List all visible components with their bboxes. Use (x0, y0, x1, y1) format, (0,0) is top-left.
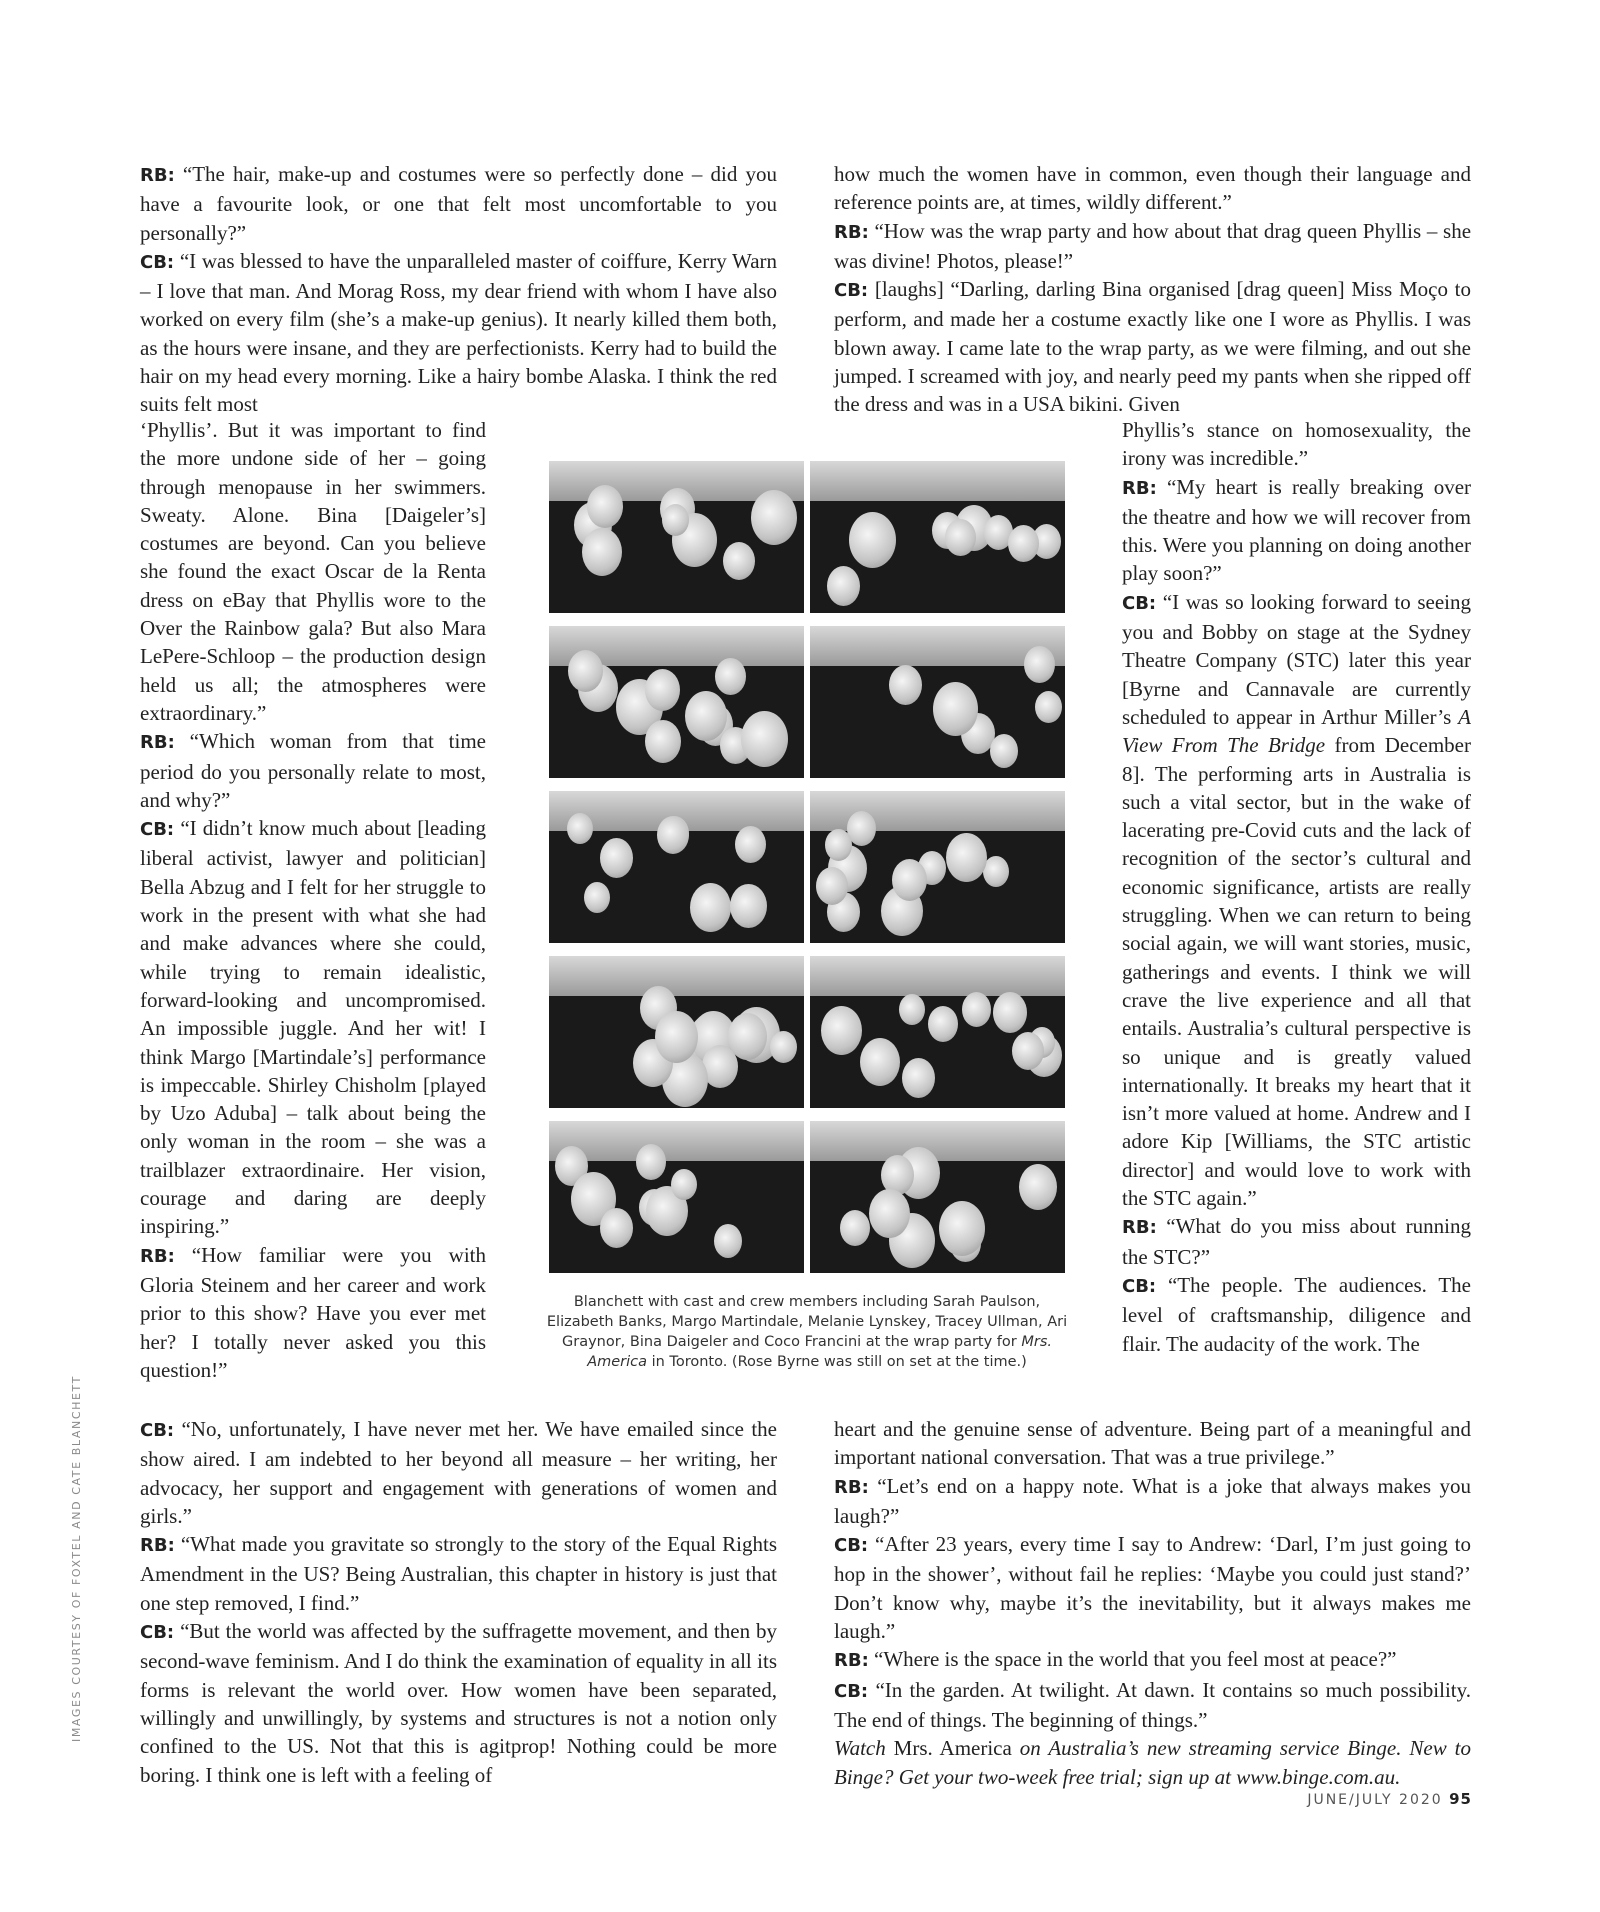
face-shape (840, 1210, 870, 1246)
answer-peace: CB: “In the garden. At twilight. At dawn. It contains so much possibility. The end of things. The beginning of things.” (834, 1677, 1472, 1732)
speaker-cb: CB: (834, 280, 869, 302)
face-shape (945, 519, 976, 556)
play-title: A View From The Bridge (1122, 704, 1471, 758)
answer-joke: CB: “After 23 years, every time I say to Andrew: ‘Darl, I’m just going to hop in the shower’, without fail he replies: ‘Maybe you could just stand?’ Don’t know why, maybe it’s the inevitability, but it always makes me laugh.” (834, 1532, 1471, 1644)
booth-photo (549, 791, 804, 943)
face-shape (825, 829, 852, 861)
face-shape (714, 1224, 742, 1258)
booth-photo (549, 461, 804, 613)
face-shape (827, 566, 860, 606)
face-shape (587, 485, 623, 528)
speaker-cb: CB: (1122, 592, 1157, 614)
speaker-rb: RB: (140, 732, 175, 754)
face-shape (902, 1058, 935, 1098)
article-column-bottom-right (834, 1415, 1471, 1791)
face-shape (671, 1169, 697, 1200)
face-shape (983, 856, 1009, 887)
answer-hair-makeup: CB: “I was blessed to have the unparalleled master of coiffure, Kerry Warn – I love that man. And Morag Ross, my dear friend with whom I have also worked on every film (she’s a make-up genius). It nearly killed them both, as the hours were insane, and they are perfectionists. Kerry had to build the hair on my head every morning. Like a hairy bombe Alaska. I think the red suits felt most (140, 248, 778, 417)
answer-gloria-steinem: CB: “No, unfortunately, I have never met her. We have emailed since the show aired. I am indebted to her beyond all measure – her writing, her advocacy, her support and engagement with generations of women and girls.” (140, 1417, 777, 1528)
face-shape (728, 1013, 767, 1060)
face-shape (1035, 691, 1062, 723)
face-shape (1024, 646, 1055, 683)
face-shape (899, 994, 925, 1025)
page-number: 95 (1449, 1790, 1472, 1808)
face-shape (816, 867, 848, 905)
face-shape (1012, 1032, 1044, 1070)
face-shape (849, 512, 896, 568)
face-shape (645, 720, 681, 763)
face-shape (568, 650, 603, 692)
article-column-right-top (834, 160, 1471, 419)
speaker-rb: RB: (140, 1535, 175, 1557)
face-shape (869, 1189, 910, 1238)
article-column-bottom-left (140, 1415, 777, 1789)
question-peace: RB: “Where is the space in the world that you feel most at peace?” (834, 1647, 1397, 1672)
face-shape (600, 1208, 633, 1248)
face-shape (933, 682, 978, 736)
speaker-cb: CB: (140, 1622, 175, 1644)
face-shape (636, 1144, 666, 1180)
face-shape (1008, 525, 1039, 562)
speaker-rb: RB: (834, 221, 869, 243)
show-title: Mrs. America (893, 1736, 1012, 1761)
face-shape (584, 882, 610, 913)
face-shape (821, 1006, 862, 1055)
question-miss-stc: RB: “What do you miss about running the STC?” (1122, 1214, 1471, 1269)
answer-wrap-party: CB: [laughs] “Darling, darling Bina organised [drag queen] Miss Moço to perform, and made her a costume exactly like one I wore as Phyllis. I was blown away. I came late to the wrap party, as we were filming, and out she jumped. I screamed with joy, and nearly peed my pants when she ripped off the dress and was in a USA bikini. Given (834, 277, 1472, 417)
speaker-rb: RB: (1122, 1217, 1157, 1239)
answer-wrap-party-cont: Phyllis’s stance on homosexuality, the irony was incredible.” (1122, 418, 1471, 471)
question-theatre: RB: “My heart is really breaking over the theatre and how we will recover from this. Were you planning on doing another play soon?” (1122, 474, 1472, 586)
face-shape (730, 884, 767, 928)
page-folio (1307, 1790, 1472, 1808)
face-shape (889, 665, 922, 705)
answer-hair-makeup-cont: ‘Phyllis’. But it was important to find the more undone side of her – going through menopause in her swimmers. Sweaty. Alone. Bina [Daigeler’s] costumes are beyond. Can you believe she found the exact Oscar de la Renta dress on eBay that Phyllis wore to the Over the Rainbow gala? But also Mara LePere-Schloop – the production design held us all; the atmospheres were extraordinary.” (140, 418, 486, 725)
speaker-rb: RB: (1122, 477, 1157, 499)
face-shape (990, 734, 1018, 768)
face-shape (860, 1038, 900, 1086)
face-shape (770, 1031, 797, 1063)
face-shape (993, 992, 1027, 1033)
face-shape (567, 813, 593, 844)
speaker-cb: CB: (140, 251, 175, 273)
booth-photo (810, 461, 1065, 613)
face-shape (892, 859, 927, 901)
answer-theatre: CB: “I was so looking forward to seeing you and Bobby on stage at the Sydney Theatre Company (STC) later this year [Byrne and Cannavale are currently scheduled to appear in Arthur Miller’s A View From The Bridge from December 8]. The performing arts in Australia is such a vital sector, but in the wake of lacerating pre-Covid cuts and the lack of recognition of the sector’s cultural and economic significance, artists are really struggling. When we can return to being social again, we will want stories, music, gatherings and events. I think we will crave the live experience and all that entails. Australia’s cultural perspective is so unique and is greatly valued internationally. It breaks my heart that it isn’t more valued at home. Andrew and I adore Kip [Williams, the STC artistic director] and would love to work with the STC again.” (1122, 589, 1471, 1211)
face-shape (751, 490, 797, 545)
face-shape (962, 992, 991, 1027)
speaker-rb: RB: (140, 1245, 175, 1267)
face-shape (690, 883, 731, 932)
answer-miss-stc-cont: heart and the genuine sense of adventure. Being part of a meaningful and important national conversation. That was a true privilege.” (834, 1417, 1471, 1470)
answer-miss-stc: CB: “The people. The audiences. The level of craftsmanship, diligence and flair. The audacity of the work. The (1122, 1272, 1472, 1356)
photo-caption: Blanchett with cast and crew members including Sarah Paulson, Elizabeth Banks, Margo Martindale, Melanie Lynskey, Tracey Ullman, Ari Graynor, Bina Daigeler and Coco Francini at the wrap party for Mrs. America in Toronto. (Rose Byrne was still on set at the time.) (546, 1294, 1068, 1370)
speaker-cb: CB: (140, 1420, 175, 1441)
speaker-cb: CB: (834, 1680, 869, 1702)
speaker-rb: RB: (834, 1650, 869, 1672)
answer-era-cont: how much the women have in common, even though their language and reference points are, at times, wildly different.” (834, 162, 1471, 215)
photo-booth-strips (549, 461, 1065, 1273)
face-shape (939, 1201, 985, 1256)
face-shape (723, 542, 755, 580)
face-shape (685, 691, 727, 741)
face-shape (1019, 1164, 1057, 1210)
booth-photo (810, 791, 1065, 943)
answer-relate-woman: CB: “I didn’t know much about [leading liberal activist, lawyer and politician] Bella Abzug and I felt for her struggle to work in the present with what she had and make advances where she could, while trying to remain idealistic, forward-looking and uncompromised. An impossible juggle. And her wit! I think Margo [Martindale’s] performance is impeccable. Shirley Chisholm [played by Uzo Aduba] – talk about being the only woman in the room – she was a trailblazer extraordinaire. Her vision, courage and daring are deeply inspiring.” (140, 816, 486, 1239)
question-gloria-steinem: RB: “How familiar were you with Gloria Steinem and her career and work prior to this show? Have you ever met her? I totally never asked you this question!” (140, 1242, 486, 1382)
speaker-cb: CB: (1122, 1275, 1157, 1297)
question-era: RB: “What made you gravitate so strongly to the story of the Equal Rights Amendment in the US? Being Australian, this chapter in history is just that one step removed, I find.” (140, 1532, 777, 1615)
booth-photo (549, 1121, 804, 1273)
face-shape (600, 838, 633, 878)
face-shape (735, 826, 766, 863)
question-wrap-party: RB: “How was the wrap party and how about that drag queen Phyllis – she was divine! Photos, please!” (834, 218, 1472, 273)
article-column-right (1122, 416, 1471, 1358)
booth-photo (549, 626, 804, 778)
face-shape (657, 816, 689, 854)
question-joke: RB: “Let’s end on a happy note. What is a joke that always makes you laugh?” (834, 1473, 1472, 1528)
face-shape (946, 833, 987, 882)
speaker-cb: CB: (834, 1535, 869, 1557)
face-shape (662, 504, 689, 536)
answer-era: CB: “But the world was affected by the suffragette movement, and then by second-wave feminism. And I do think the examination of equality in all its forms is relevant the world over. How women have been separated, willingly and unwillingly, by systems and structures is not a notion only confined to the US. Not that this is agitprop! Nothing could be more boring. I think one is left with a feeling of (140, 1619, 778, 1787)
issue-date: JUNE/JULY 2020 (1307, 1792, 1443, 1808)
booth-photo (810, 626, 1065, 778)
streaming-note: Watch Mrs. America on Australia’s new streaming service Binge. New to Binge? Get your two-week free trial; sign up at www.binge.com.au. (834, 1736, 1471, 1789)
booth-photo (810, 956, 1065, 1108)
booth-photo (549, 956, 804, 1108)
face-shape (741, 711, 788, 767)
image-credit: IMAGES COURTESY OF FOXTEL AND CATE BLANCHETT (70, 1375, 83, 1742)
speaker-rb: RB: (140, 165, 175, 186)
question-hair-makeup: RB: “The hair, make-up and costumes were so perfectly done – did you have a favourite look, or one that felt most uncomfortable to you personally?” (140, 162, 777, 245)
face-shape (655, 1011, 698, 1063)
face-shape (582, 528, 622, 576)
booth-photo (810, 1121, 1065, 1273)
speaker-cb: CB: (140, 819, 175, 841)
question-relate-woman: RB: “Which woman from that time period do you personally relate to most, and why?” (140, 729, 486, 812)
article-column-left (140, 416, 486, 1384)
face-shape (928, 1006, 958, 1042)
face-shape (645, 669, 680, 711)
speaker-rb: RB: (834, 1476, 869, 1498)
article-column-top-left (140, 160, 777, 419)
face-shape (715, 658, 746, 695)
